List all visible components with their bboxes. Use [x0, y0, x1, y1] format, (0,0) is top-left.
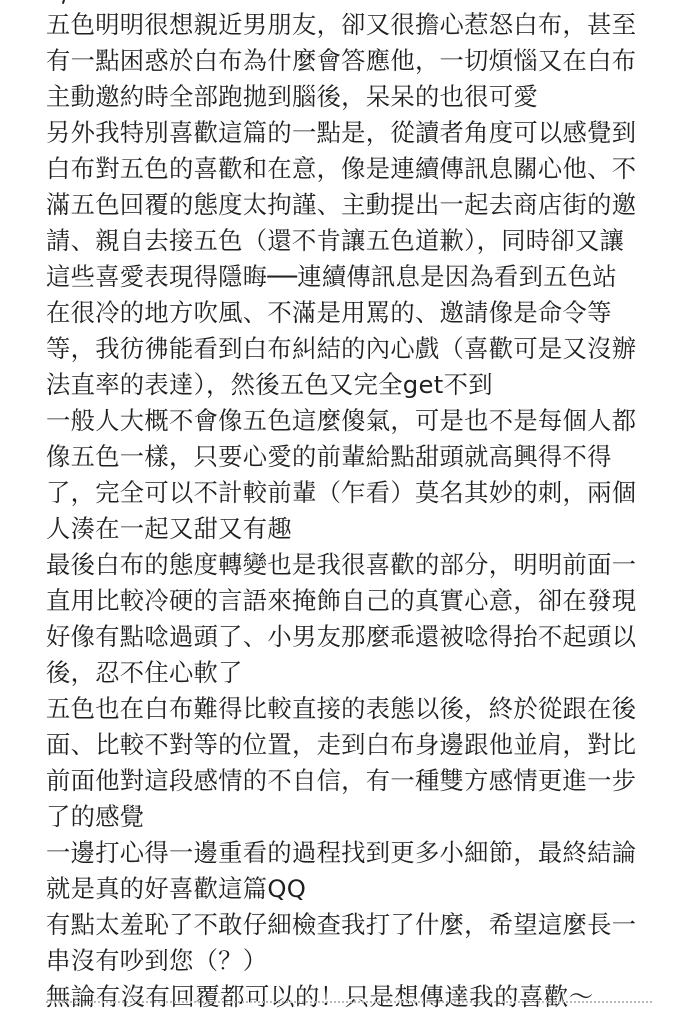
comment-line: 五色也在白布難得比較直接的表態以後，終於從跟在後 [46, 694, 637, 723]
comment-line: 一邊打心得一邊重看的過程找到更多小細節，最終結論 [46, 838, 637, 867]
comment-line: 法直率的表達），然後五色又完全get不到 [46, 370, 493, 399]
comment-line: 了的感覺 [46, 802, 145, 831]
comment-line: 有點太羞恥了不敢仔細檢查我打了什麼，希望這麼長一 [46, 910, 637, 939]
comment-line: 前面他對這段感情的不自信，有一種雙方感情更進一步 [46, 766, 637, 795]
dotted-divider [46, 1001, 652, 1003]
comment-line: 等，我彷彿能看到白布糾結的內心戲（喜歡可是又沒辦 [46, 334, 637, 363]
comment-line: 最後白布的態度轉變也是我很喜歡的部分，明明前面一 [46, 550, 637, 579]
comment-line: 串沒有吵到您（？） [46, 946, 268, 975]
comment-line: 在很冷的地方吹風、不滿是用罵的、邀請像是命令等 [46, 298, 612, 327]
comment-line: 了，完全可以不計較前輩（乍看）莫名其妙的刺，兩個 [46, 478, 637, 507]
comment-line: 就是真的好喜歡這篇QQ [46, 874, 307, 903]
comment-line: 主動邀約時全部跑拋到腦後，呆呆的也很可愛 [46, 82, 538, 111]
comment-line: 有一點困惑於白布為什麼會答應他，一切煩惱又在白布 [46, 46, 637, 75]
comment-line: 直用比較冷硬的言語來掩飾自己的真實心意，卻在發現 [46, 586, 637, 615]
comment-line: 後，忍不住心軟了 [46, 658, 243, 687]
comment-line: 人湊在一起又甜又有趣 [46, 514, 292, 543]
comment-line: 請、親自去接五色（還不肯讓五色道歉），同時卻又讓 [46, 226, 625, 255]
cut-off-text-fragment [58, 0, 72, 4]
comment-line: 面、比較不對等的位置，走到白布身邊跟他並肩，對比 [46, 730, 637, 759]
comment-line: 好像有點唸過頭了、小男友那麼乖還被唸得抬不起頭以 [46, 622, 637, 651]
comment-line: 五色明明很想親近男朋友，卻又很擔心惹怒白布，甚至 [46, 10, 637, 39]
comment-line: 一般人大概不會像五色這麼傻氣，可是也不是每個人都 [46, 406, 637, 435]
comment-line: 無論有沒有回覆都可以的！只是想傳達我的喜歡～ [46, 982, 594, 1011]
comment-line: 像五色一樣，只要心愛的前輩給點甜頭就高興得不得 [46, 442, 612, 471]
comment-line: 另外我特別喜歡這篇的一點是，從讀者角度可以感覺到 [46, 118, 637, 147]
comment-body [46, 7, 652, 1015]
comment-line: 白布對五色的喜歡和在意，像是連續傳訊息關心他、不 [46, 154, 637, 183]
comment-line: 滿五色回覆的態度太拘謹、主動提出一起去商店街的邀 [46, 190, 637, 219]
comment-line: 這些喜愛表現得隱晦──連續傳訊息是因為看到五色站 [46, 262, 617, 291]
